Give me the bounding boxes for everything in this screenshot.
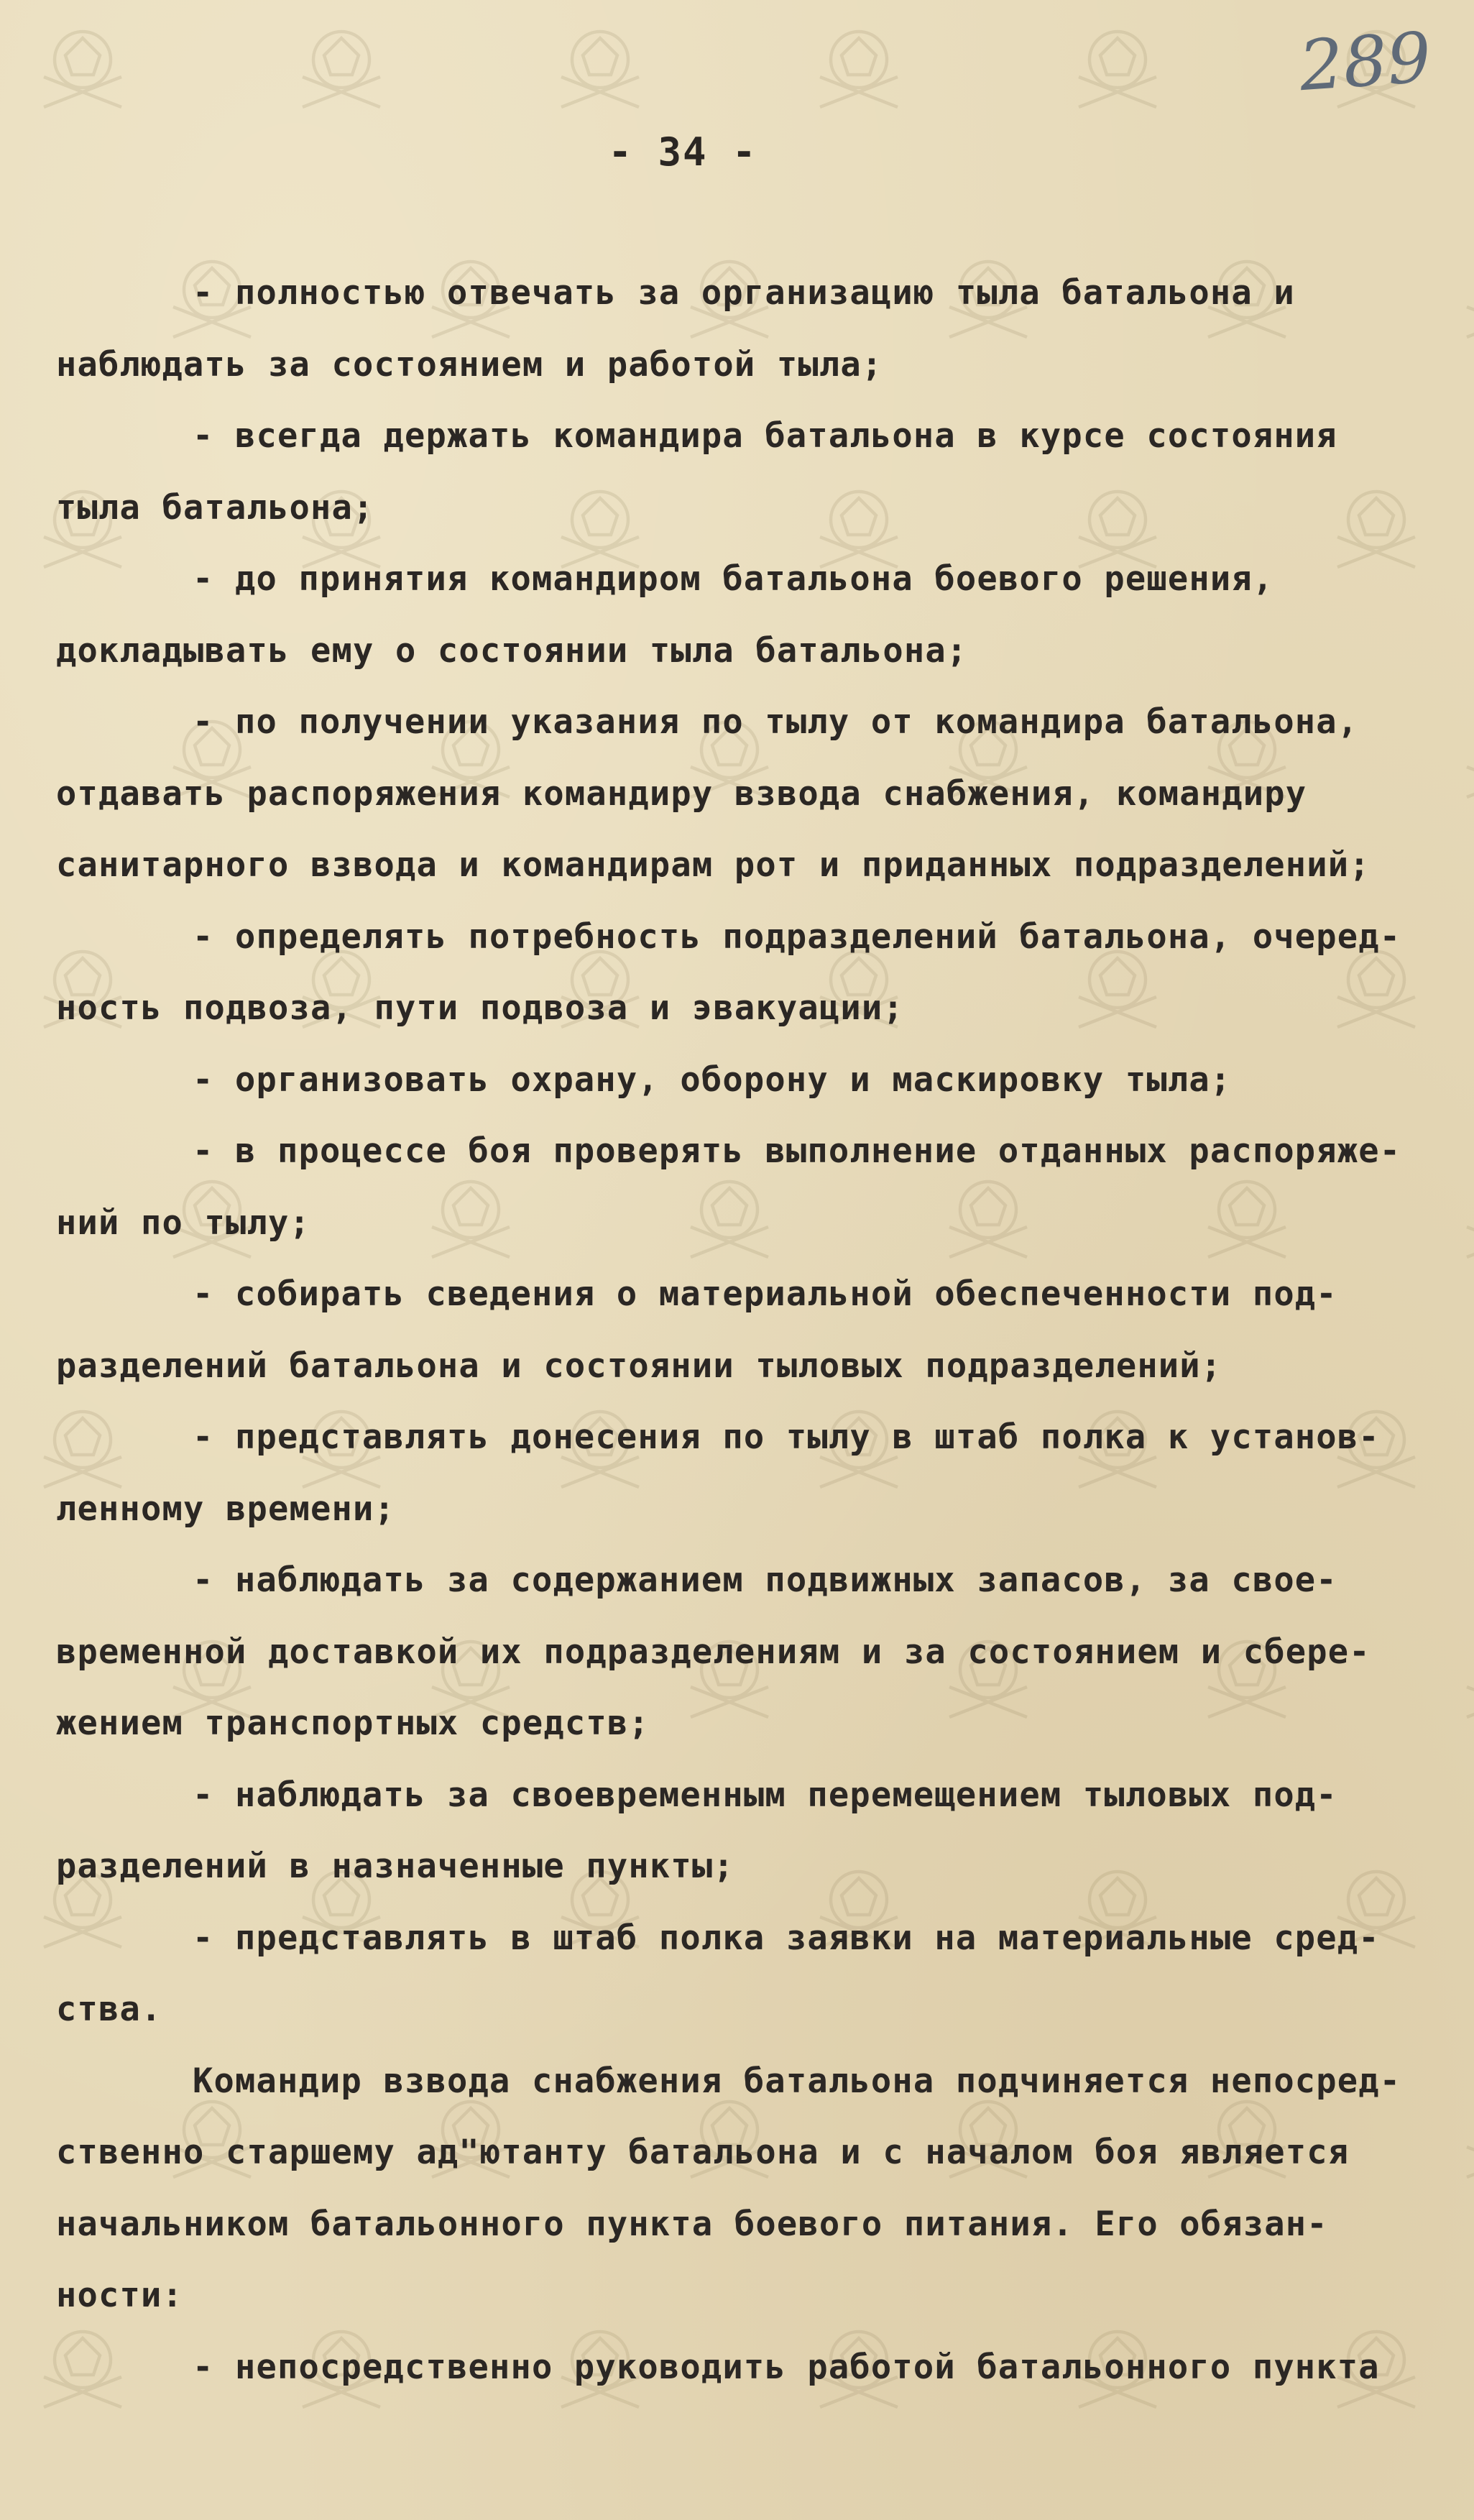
watermark-emblem-icon xyxy=(1064,14,1171,122)
text-line: начальником батальонного пункта боевого питания. Его обязан- xyxy=(56,2204,1328,2244)
text-line: - по получении указания по тылу от командира батальона, xyxy=(193,702,1359,742)
text-line: тыла батальона; xyxy=(56,488,374,528)
text-line: - наблюдать за своевременным перемещением тыловых под- xyxy=(193,1775,1337,1815)
text-line: отдавать распоряжения командиру взвода снабжения, командиру xyxy=(56,774,1307,814)
text-line: наблюдать за состоянием и работой тыла; xyxy=(56,345,883,385)
watermark-emblem-icon xyxy=(1452,1624,1474,1732)
watermark-emblem-icon xyxy=(1452,2084,1474,2192)
page-number: - 34 - xyxy=(608,129,757,175)
text-line: - организовать охрану, оборону и маскировку тыла; xyxy=(193,1060,1232,1100)
text-line: - определять потребность подразделений батальона, очеред- xyxy=(193,917,1401,957)
watermark-emblem-icon xyxy=(1452,704,1474,812)
text-line: ности: xyxy=(56,2276,183,2315)
watermark-emblem-icon xyxy=(1452,244,1474,352)
watermark-emblem-icon xyxy=(934,1164,1042,1272)
text-line: - в процессе боя проверять выполнение отданных распоряже- xyxy=(193,1131,1401,1171)
text-line: - непосредственно руководить работой батальонного пункта xyxy=(193,2347,1380,2387)
text-line: - до принятия командиром батальона боевого решения, xyxy=(193,559,1274,599)
text-line: - собирать сведения о материальной обеспеченности под- xyxy=(193,1274,1337,1314)
text-line: ства. xyxy=(56,1990,162,2029)
text-line: разделений в назначенные пункты; xyxy=(56,1847,734,1886)
text-line: - представлять донесения по тылу в штаб полка к установ- xyxy=(193,1417,1380,1457)
archive-folio-number: 289 xyxy=(1296,17,1434,107)
text-line: - полностью отвечать за организацию тыла батальона и xyxy=(193,273,1295,313)
text-line: - наблюдать за содержанием подвижных запасов, за свое- xyxy=(193,1560,1337,1600)
watermark-emblem-icon xyxy=(1193,1164,1301,1272)
text-line: ленному времени; xyxy=(56,1489,395,1529)
watermark-emblem-icon xyxy=(676,1164,783,1272)
watermark-emblem-icon xyxy=(546,14,654,122)
text-line: ность подвоза, пути подвоза и эвакуации; xyxy=(56,988,904,1028)
text-line: ственно старшему ад"ютанту батальона и с началом боя является xyxy=(56,2133,1350,2172)
text-line: ний по тылу; xyxy=(56,1203,310,1243)
watermark-emblem-icon xyxy=(29,2314,137,2422)
watermark-emblem-icon xyxy=(805,14,913,122)
text-line: - всегда держать командира батальона в курсе состояния xyxy=(193,416,1337,456)
watermark-emblem-icon xyxy=(417,1164,525,1272)
text-line: разделений батальона и состоянии тыловых подразделений; xyxy=(56,1346,1222,1386)
text-line: жением транспортных средств; xyxy=(56,1703,650,1743)
text-line: - представлять в штаб полка заявки на материальные сред- xyxy=(193,1918,1380,1958)
watermark-emblem-icon xyxy=(1322,474,1430,582)
text-line: временной доставкой их подразделениям и за состоянием и сбере- xyxy=(56,1632,1371,1672)
text-line: санитарного взвода и командирам рот и приданных подразделений; xyxy=(56,845,1371,885)
watermark-emblem-icon xyxy=(29,14,137,122)
watermark-emblem-icon xyxy=(1452,1164,1474,1272)
watermark-emblem-icon xyxy=(29,1394,137,1502)
watermark-emblem-icon xyxy=(287,14,395,122)
text-line: Командир взвода снабжения батальона подчиняется непосред- xyxy=(193,2061,1401,2101)
text-line: докладывать ему о состоянии тыла батальона; xyxy=(56,631,968,671)
